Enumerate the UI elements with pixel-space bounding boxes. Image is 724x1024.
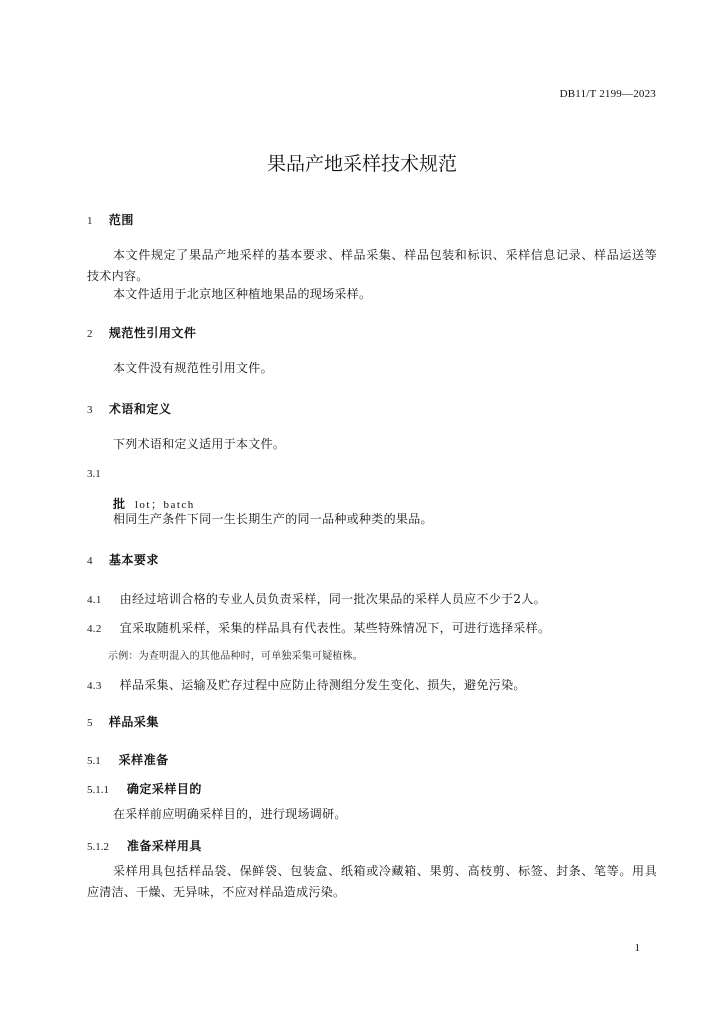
clause-number: 4.3 — [87, 680, 102, 692]
clause-4-2 — [87, 619, 550, 636]
section-title: 术语和定义 — [108, 402, 172, 416]
section-title: 规范性引用文件 — [108, 326, 197, 340]
standard-code: DB11/T 2199—2023 — [559, 88, 656, 100]
section-number: 1 — [87, 215, 93, 227]
clause-text: 宜采取随机采样，采集的样品具有代表性。某些特殊情况下，可进行选择采样。 — [119, 621, 551, 635]
section-3-heading — [87, 400, 171, 417]
paragraph-line: 技术内容。 — [87, 269, 149, 283]
subsection-number: 5.1.2 — [87, 841, 109, 853]
clause-4-1 — [87, 590, 546, 607]
clause-text: 样品采集、运输及贮存过程中应防止待测组分发生变化、损失，避免污染。 — [119, 678, 526, 692]
subsection-title: 准备采样用具 — [126, 839, 202, 853]
section-title: 样品采集 — [108, 715, 159, 729]
clause-number: 4.1 — [87, 594, 102, 606]
section-number: 3 — [87, 404, 93, 416]
section-5-heading — [87, 713, 159, 730]
paragraph-line: 采样用具包括样品袋、保鲜袋、包装盒、纸箱或冷藏箱、果剪、高枝剪、标签、封条、笔等。用具 — [113, 864, 657, 878]
section-1-paragraph-2: 本文件适用于北京地区种植地果品的现场采样。 — [113, 287, 372, 301]
paragraph-line: 应清洁、干燥、无异味，不应对样品造成污染。 — [87, 885, 346, 899]
subsection-number: 5.1.1 — [87, 784, 109, 796]
paragraph-line: 本文件规定了果品产地采样的基本要求、样品采集、样品包装和标识、采样信息记录、样品运送等 — [113, 248, 657, 262]
section-3-paragraph: 下列术语和定义适用于本文件。 — [113, 437, 286, 451]
section-number: 5 — [87, 717, 93, 729]
section-2-paragraph: 本文件没有规范性引用文件。 — [113, 361, 273, 375]
subsection-5-1-1-paragraph: 在采样前应明确采样目的，进行现场调研。 — [113, 807, 347, 821]
subsection-number: 5.1 — [87, 755, 101, 767]
example-note: 示例：为查明混入的其他品种时，可单独采集可疑植株。 — [108, 651, 363, 662]
clause-number: 4.2 — [87, 623, 102, 635]
section-4-heading — [87, 551, 159, 568]
clause-4-3 — [87, 676, 526, 693]
subsection-5-1-2-heading — [87, 837, 202, 854]
term-english: lot；batch — [134, 499, 195, 511]
section-title: 基本要求 — [108, 553, 159, 567]
section-1-heading — [87, 211, 134, 228]
section-number: 4 — [87, 555, 93, 567]
subsection-title: 确定采样目的 — [126, 782, 202, 796]
subsection-title: 采样准备 — [118, 753, 169, 767]
document-title: 果品产地采样技术规范 — [266, 153, 457, 175]
section-title: 范围 — [108, 213, 134, 227]
term-chinese: 批 — [113, 497, 126, 511]
subsection-5-1-heading — [87, 751, 169, 768]
section-2-heading — [87, 324, 196, 341]
subsection-5-1-2-paragraph — [87, 861, 657, 903]
section-1-paragraph-1 — [87, 245, 657, 287]
section-number: 2 — [87, 328, 93, 340]
clause-text: 由经过培训合格的专业人员负责采样，同一批次果品的采样人员应不少于2人。 — [119, 592, 546, 606]
page-number: 1 — [634, 942, 640, 954]
subsection-5-1-1-heading — [87, 780, 202, 797]
term-definition: 相同生产条件下同一生长期生产的同一品种或种类的果品。 — [113, 512, 433, 526]
term-number: 3.1 — [87, 468, 101, 480]
